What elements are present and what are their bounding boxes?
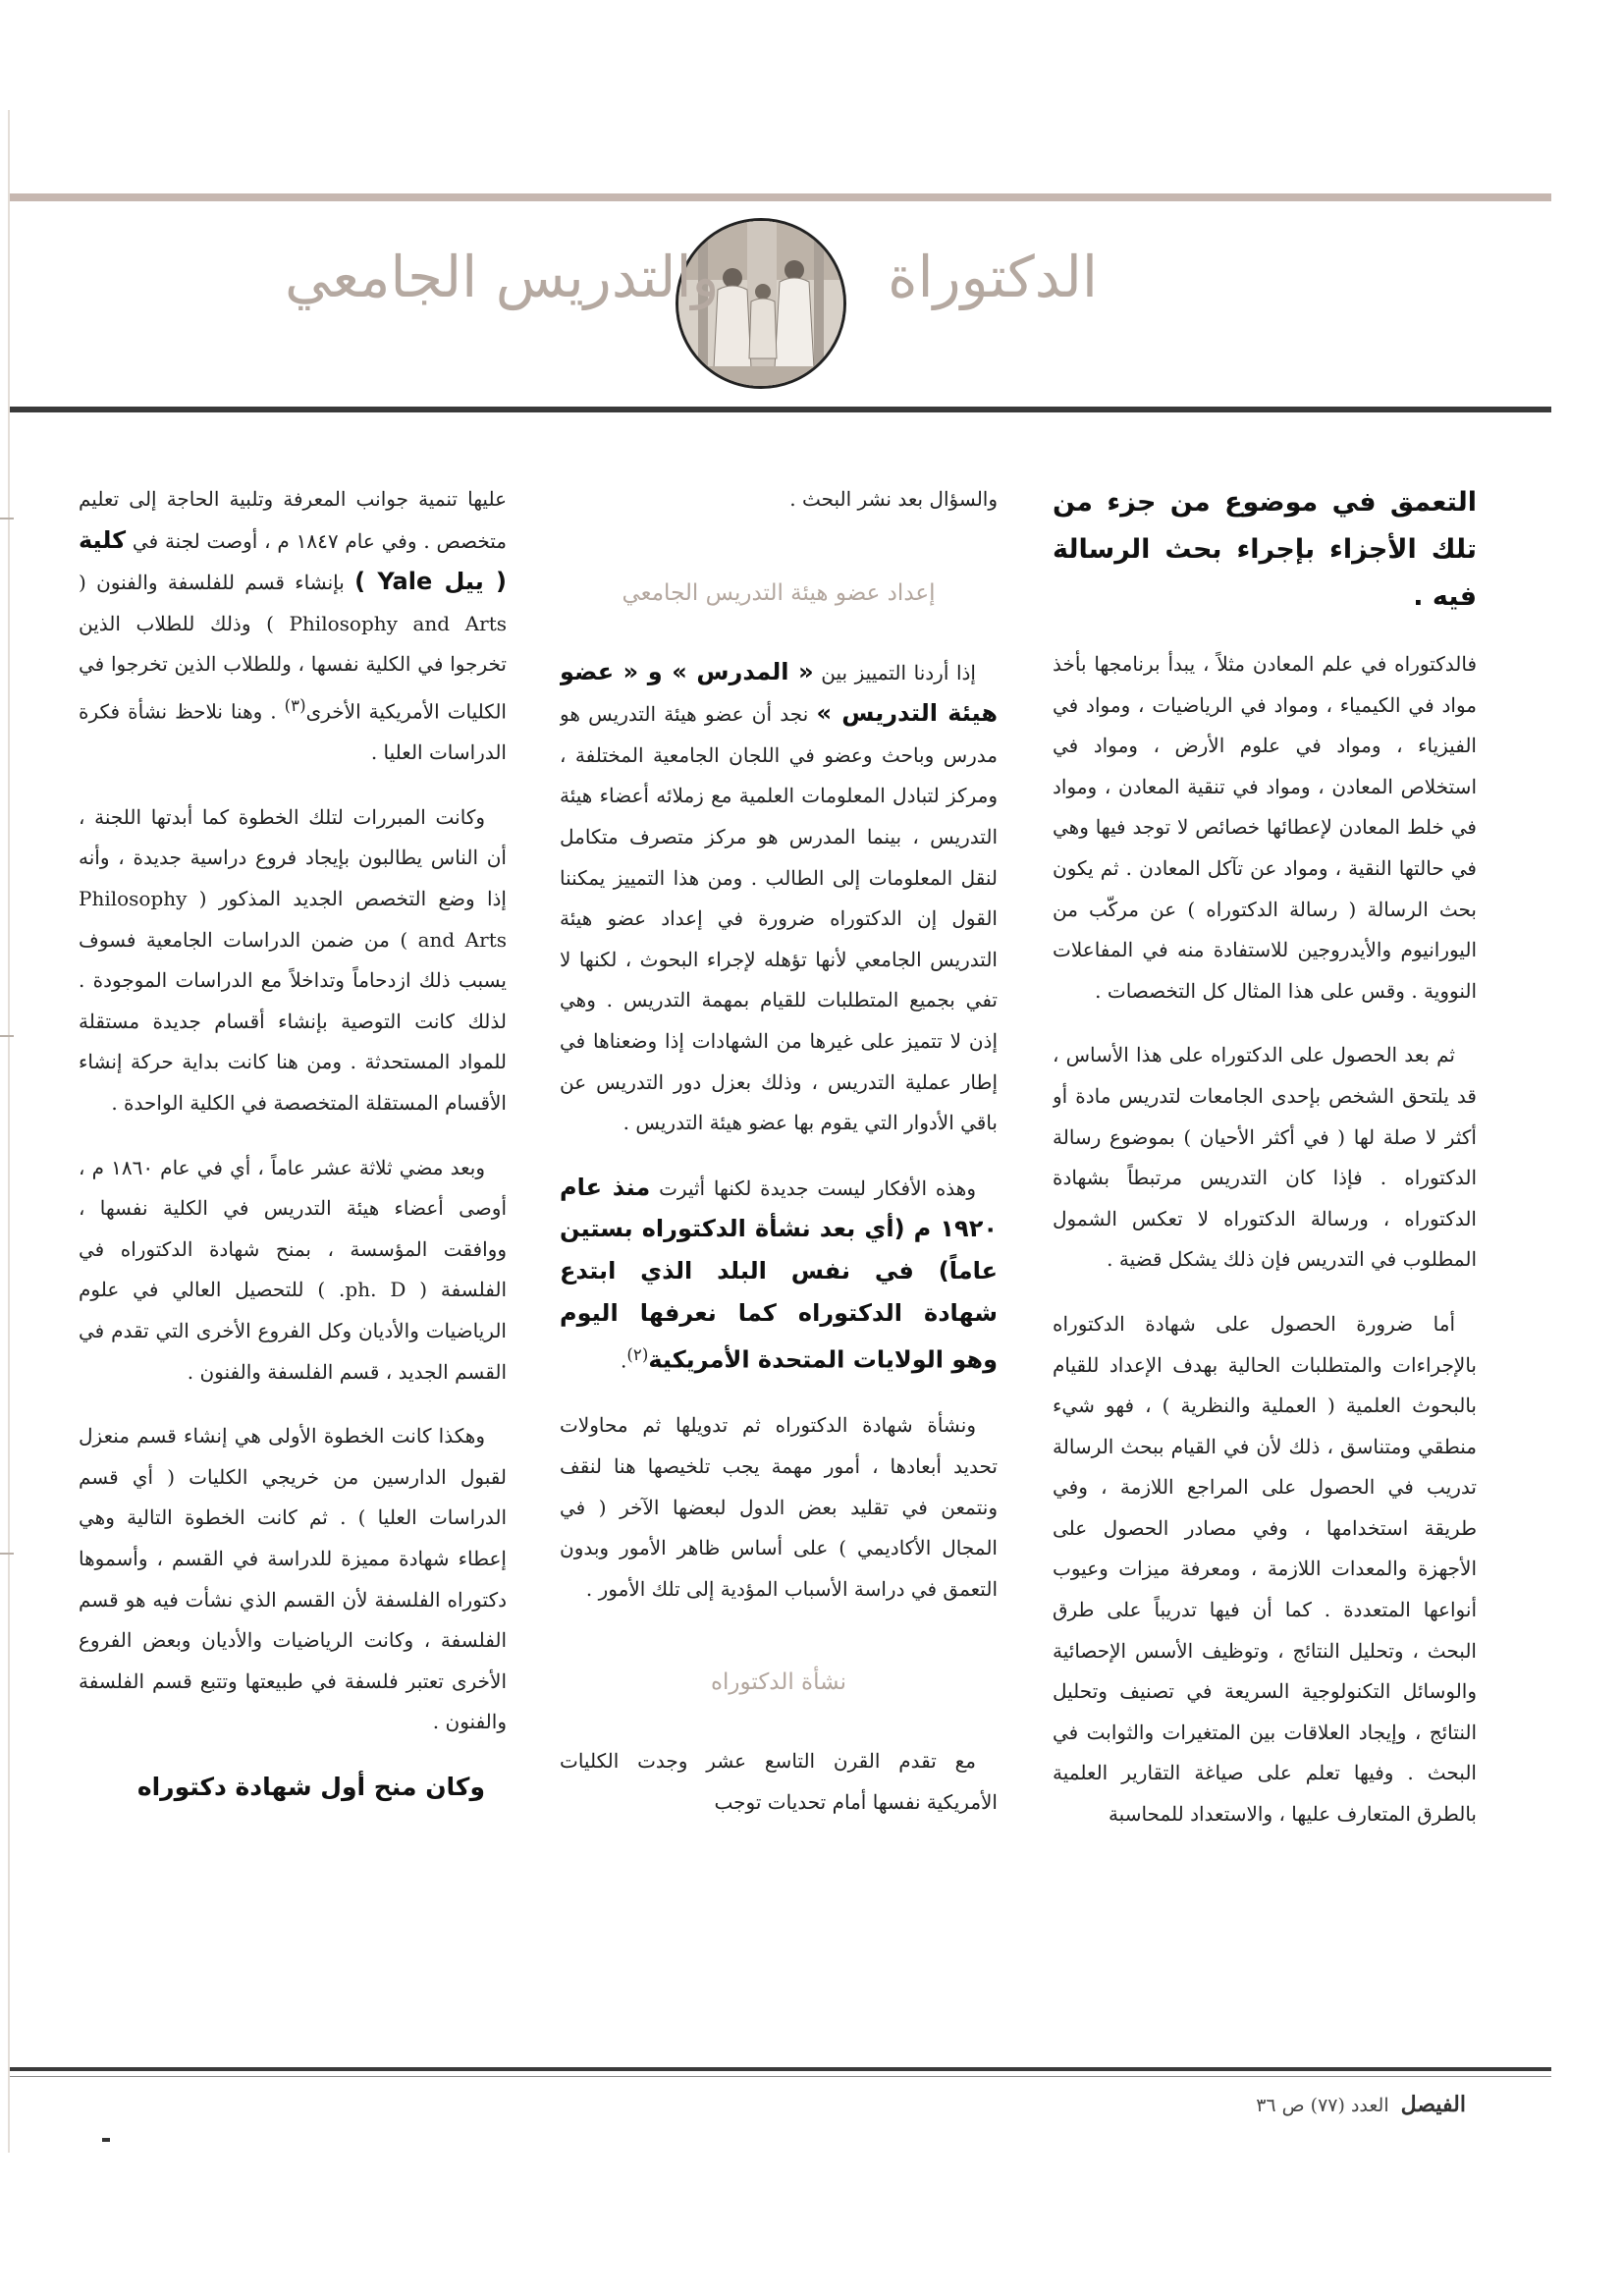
body-paragraph: فالدكتوراه في علم المعادن مثلاً ، يبدأ برنامجها بأخذ مواد في الكيمياء ، ومواد في الرياضيات ، ومواد في الفيزياء ، ومواد في علوم الأرض ، ومواد في استخلاص المعادن ، ومواد في تنقية المعادن ، ومواد في خلط المعادن لإعطائها خصائص لا توجد فيها وهي في حالتها النقية ، ومواد عن تآكل المعادن . ثم يكون بحث الرسالة ( رسالة الدكتوراه ) عن مركّب من اليورانيوم والأيدروجين للاستفادة منه في المفاعلات النووية . وقس على هذا المثال كل التخصصات . [1053, 652, 1477, 1003]
article-column-left [79, 479, 507, 2021]
footer-rule-thin [10, 2076, 1551, 2077]
body-paragraph [79, 479, 507, 774]
page-folio [1256, 2092, 1466, 2117]
body-paragraph [560, 1168, 998, 1383]
paragraph-text: . [621, 1348, 627, 1373]
article-column-middle [560, 479, 998, 2021]
emphasis-text: « المدرس » و « عضو هيئة التدريس » [560, 657, 998, 728]
emphasis-text: كلية ( ييل Yale ) [79, 525, 507, 596]
body-paragraph: وهكذا كانت الخطوة الأولى هي إنشاء قسم منعزل لقبول الدارسين من خريجي الكليات ( أي قسم الدراسات العليا ) . ثم كانت الخطوة التالية وهي إعطاء شهادة مميزة للدراسة في القسم ، وأسموها دكتوراه الفلسفة لأن القسم الذي نشأت فيه هو قسم الفلسفة ، وكانت الرياضيات والأديان وبعض الفروع الأخرى تعتبر فلسفة في طبيعتها وتتبع قسم الفلسفة والفنون . [79, 1424, 507, 1734]
body-paragraph: وكان منح أول شهادة دكتوراه [136, 1772, 485, 1801]
body-paragraph: ثم بعد الحصول على الدكتوراه على هذا الأساس ، قد يلتحق الشخص بإحدى الجامعات لتدريس مادة أو أكثر لا صلة لها ( في أكثر الأحيان ) بموضوع رسالة الدكتوراه . فإذا كان التدريس مرتبطاً بشهادة الدكتوراه ، ورسالة الدكتوراه لا تعكس الشمول المطلوب في التدريس فإن ذلك يشكل قضية . [1053, 1043, 1477, 1272]
body-paragraph [560, 652, 998, 1144]
emphasis-text: منذ عام ١٩٢٠ م (أي بعد نشأة الدكتوراه بستين عاماً) في نفس البلد الذي ابتدع شهادة الدكتوراه كما نعرفها اليوم وهو الولايات المتحدة الأمريكية [560, 1173, 998, 1374]
page-edge [8, 110, 10, 2153]
article-title-left: والتدريس الجامعي [285, 244, 720, 310]
binding-mark [0, 518, 14, 519]
section-heading: إعداد عضو هيئة التدريس الجامعي [622, 579, 936, 606]
header-bottom-rule [10, 407, 1551, 412]
issue-and-page: العدد (٧٧) ص ٣٦ [1256, 2095, 1389, 2116]
print-mark [102, 2138, 110, 2142]
footer-rule [10, 2067, 1551, 2071]
footnote-ref: (٢) [626, 1345, 649, 1365]
paragraph-text: بإنشاء قسم للفلسفة والفنون ( Philosophy and Arts ) وذلك للطلاب الذين تخرجوا في الكلية نفسها ، وللطلاب الذين تخرجوا في الكليات الأمريكية الأخرى [79, 571, 507, 724]
body-paragraph: ونشأة شهادة الدكتوراه ثم تدويلها ثم محاولات تحديد أبعادها ، أمور مهمة يجب تلخيصها هنا لنقف ونتمعن في تقليد بعض الدول لبعضها الآخر ( في المجال الأكاديمي ) على أساس ظاهر الأمور وبدون التعمق في دراسة الأسباب المؤدية إلى تلك الأمور . [560, 1413, 998, 1601]
binding-mark [0, 1553, 14, 1555]
body-paragraph: أما ضرورة الحصول على شهادة الدكتوراه بالإجراءات والمتطلبات الحالية بهدف الإعداد للقيام بالبحوث العلمية ( العملية والنظرية ) ، فهو شيء منطقي ومتناسق ، ذلك لأن في القيام ببحث الرسالة تدريب في الحصول على المراجع اللازمة ، وفي طريقة استخدامها ، وفي مصادر الحصول على الأجهزة والمعدات اللازمة ، ومعرفة ميزات وعيوب أنواعها المتعددة . كما أن فيها تدريباً على طرق البحث ، وتحليل النتائج ، وتوظيف الأسس الإحصائية والوسائل التكنولوجية السريعة في تصنيف وتحليل النتائج ، وإيجاد العلاقات بين المتغيرات والثوابت في البحث . وفيها تعلم على صياغة التقارير العلمية بالطرق المتعارف عليها ، والاستعداد للمحاسبة [1053, 1311, 1477, 1827]
paragraph-text: وهذه الأفكار ليست جديدة لكنها أثيرت [650, 1175, 976, 1200]
article-title-right: الدكتوراة [888, 244, 1098, 310]
body-paragraph: وكانت المبررات لتلك الخطوة كما أبدتها اللجنة ، أن الناس يطالبون بإيجاد فروع دراسية جديدة ، وأنه إذا وضع التخصص الجديد المذكور ( Philosophy and Arts ) من ضمن الدراسات الجامعية فسوف يسبب ذلك ازدحاماً وتداخلاً مع الدراسات الموجودة . لذلك كانت التوصية بإنشاء أقسام جديدة مستقلة للمواد المستحدثة . ومن هنا كانت بداية حركة إنشاء الأقسام المستقلة المتخصصة في الكلية الواحدة . [79, 804, 507, 1115]
lead-paragraph: التعمق في موضوع من جزء من تلك الأجزاء بإجراء بحث الرسالة فيه . [1053, 487, 1477, 612]
binding-mark [0, 1035, 14, 1037]
paragraph-text: نجد أن عضو هيئة التدريس هو مدرس وباحث وعضو في اللجان الجامعية المختلفة ، ومركز لتبادل المعلومات العلمية مع زملائه أعضاء هيئة التدريس ، بينما المدرس هو مركز متصرف متكامل لنقل المعلومات إلى الطالب . ومن هذا التمييز يمكننا القول إن الدكتوراه ضرورة في إعداد عضو هيئة التدريس الجامعي لأنها تؤهله لإجراء البحوث ، لكنها لا تفي بجميع المتطلبات للقيام بمهمة التدريس . وهي إذن لا تتميز على غيرها من الشهادات إذا وضعناها في إطار عملية التدريس ، وذلك بعزل دور التدريس عن باقي الأدوار التي يقوم بها عضو هيئة التدريس . [560, 702, 998, 1135]
paragraph-text: عليها تنمية جوانب المعرفة وتلبية الحاجة إلى تعليم متخصص . وفي عام ١٨٤٧ م ، أوصت لجنة في [79, 487, 507, 553]
body-paragraph: مع تقدم القرن التاسع عشر وجدت الكليات الأمريكية نفسها أمام تحديات توجب [560, 1749, 998, 1814]
magazine-logo: الفيصل [1400, 2092, 1466, 2117]
body-paragraph: وبعد مضي ثلاثة عشر عاماً ، أي في عام ١٨٦٠ م ، أوصى أعضاء هيئة التدريس في الكلية نفسها ، ووافقت المؤسسة ، بمنح شهادة الدكتوراه في الفلسفة ( ph. D. ) للتحصيل العالي في علوم الرياضيات والأديان وكل الفروع الأخرى التي تقدم في القسم الجديد ، قسم الفلسفة والفنون . [79, 1155, 507, 1384]
section-heading: نشأة الدكتوراه [710, 1669, 847, 1696]
body-paragraph: والسؤال بعد نشر البحث . [789, 487, 998, 511]
footnote-ref: (٣) [284, 695, 306, 715]
article-column-right [1053, 479, 1477, 2021]
paragraph-text: إذا أردنا التمييز بين [813, 660, 976, 684]
paragraph-text: . وهنا نلاحظ نشأة فكرة الدراسات العليا . [79, 699, 507, 765]
header-top-rule [10, 193, 1551, 201]
